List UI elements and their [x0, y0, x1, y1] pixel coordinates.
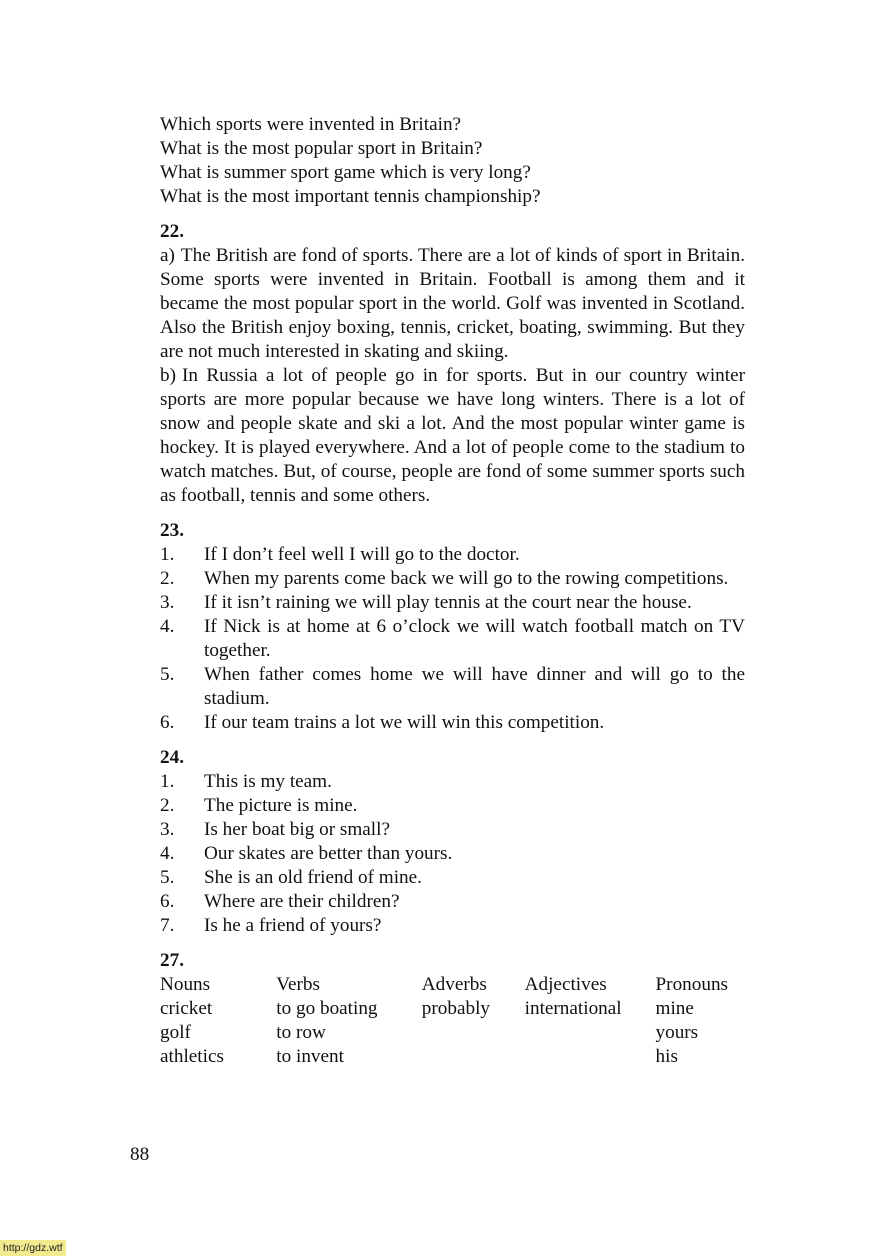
- item-text: If I don’t feel well I will go to the doctor.: [204, 544, 520, 565]
- section-number: 22.: [160, 221, 184, 242]
- column-header: Adjectives: [524, 974, 607, 995]
- section-number: 27.: [160, 950, 184, 971]
- item-text: If Nick is at home at 6 o’clock we will watch football match on TV together.: [204, 616, 745, 661]
- section-22: [160, 220, 745, 508]
- item-text: The picture is mine.: [204, 795, 358, 816]
- table-cell: athletics: [160, 1046, 224, 1067]
- list-item: [160, 567, 745, 591]
- table-header-row: [160, 973, 745, 997]
- table-cell: [525, 1045, 656, 1069]
- table-cell: [525, 1021, 656, 1045]
- table-row: [160, 997, 745, 1021]
- paragraph-text: In Russia a lot of people go in for sports. But in our country winter sports are more popular because we have long winters. There is a lot of snow and people skate and ski a lot. And the most popular winter game is hockey. It is played everywhere. And a lot of people come to the stadium to watch matches. But, of course, people are fond of some summer sports such as football, tennis and some others.: [160, 365, 745, 506]
- question-line: What is the most important tennis championship?: [160, 186, 541, 207]
- item-text: If our team trains a lot we will win this competition.: [204, 712, 605, 733]
- question-line: What is summer sport game which is very long?: [160, 162, 531, 183]
- table-cell: to go boating: [276, 998, 378, 1019]
- list-item: [160, 914, 745, 938]
- section-number: 23.: [160, 520, 184, 541]
- table-cell: cricket: [160, 998, 213, 1019]
- item-number: 2.: [160, 795, 175, 816]
- column-header: Verbs: [276, 974, 320, 995]
- item-text: Our skates are better than yours.: [204, 843, 453, 864]
- item-number: 1.: [160, 544, 175, 565]
- paragraph-text: The British are fond of sports. There are a lot of kinds of sport in Britain. Some sports were invented in Britain. Football is among them and it became the most popular sport in the world. Golf was invented in Scotland. Also the British enjoy boxing, tennis, cricket, boating, swimming. But they are not much interested in skating and skiing.: [160, 245, 745, 362]
- item-number: 1.: [160, 771, 175, 792]
- item-number: 3.: [160, 819, 175, 840]
- table-cell: golf: [160, 1022, 191, 1043]
- item-number: 7.: [160, 915, 175, 936]
- table-cell: [422, 1021, 525, 1045]
- list-item: [160, 711, 745, 735]
- list-item: [160, 818, 745, 842]
- item-text: If it isn’t raining we will play tennis at the court near the house.: [204, 592, 692, 613]
- table-cell: his: [655, 1046, 678, 1067]
- table-cell: mine: [655, 998, 694, 1019]
- questions-block: [160, 113, 745, 209]
- paragraph-a: [160, 244, 745, 364]
- page-content: [160, 113, 745, 1069]
- paragraph-label: b): [160, 365, 176, 386]
- section-23: [160, 519, 745, 735]
- question-line: Which sports were invented in Britain?: [160, 114, 462, 135]
- table-cell: to row: [276, 1022, 326, 1043]
- item-number: 4.: [160, 843, 175, 864]
- column-header: Adverbs: [421, 974, 487, 995]
- item-number: 4.: [160, 616, 175, 637]
- question-line: What is the most popular sport in Britain?: [160, 138, 483, 159]
- table-cell: to invent: [276, 1046, 344, 1067]
- item-text: She is an old friend of mine.: [204, 867, 422, 888]
- paragraph-label: a): [160, 245, 175, 266]
- list-item: [160, 866, 745, 890]
- item-text: When my parents come back we will go to the rowing competitions.: [204, 568, 729, 589]
- list-item: [160, 591, 745, 615]
- item-text: Where are their children?: [204, 891, 400, 912]
- table-row: [160, 1045, 745, 1069]
- section-24: [160, 746, 745, 938]
- list-item: [160, 543, 745, 567]
- table-cell: probably: [421, 998, 491, 1019]
- watermark-link[interactable]: http://gdz.wtf: [0, 1240, 66, 1256]
- section-number: 24.: [160, 747, 184, 768]
- item-text: When father comes home we will have dinner and will go to the stadium.: [204, 664, 745, 709]
- list-item: [160, 890, 745, 914]
- column-header: Nouns: [160, 974, 211, 995]
- page-number: 88: [130, 1144, 150, 1165]
- list-item: [160, 794, 745, 818]
- sentence-list: [160, 543, 745, 735]
- table-cell: international: [524, 998, 622, 1019]
- item-number: 6.: [160, 712, 175, 733]
- parts-of-speech-table: [160, 973, 745, 1069]
- list-item: [160, 770, 745, 794]
- item-number: 3.: [160, 592, 175, 613]
- table-cell: yours: [655, 1022, 699, 1043]
- item-number: 6.: [160, 891, 175, 912]
- paragraph-b: [160, 364, 745, 508]
- list-item: [160, 615, 745, 663]
- item-number: 2.: [160, 568, 175, 589]
- list-item: [160, 842, 745, 866]
- sentence-list: [160, 770, 745, 938]
- section-27: [160, 949, 745, 1069]
- item-text: Is her boat big or small?: [204, 819, 390, 840]
- item-text: Is he a friend of yours?: [204, 915, 382, 936]
- table-row: [160, 1021, 745, 1045]
- table-cell: [422, 1045, 525, 1069]
- item-number: 5.: [160, 664, 175, 685]
- list-item: [160, 663, 745, 711]
- item-text: This is my team.: [204, 771, 332, 792]
- column-header: Pronouns: [655, 974, 729, 995]
- item-number: 5.: [160, 867, 175, 888]
